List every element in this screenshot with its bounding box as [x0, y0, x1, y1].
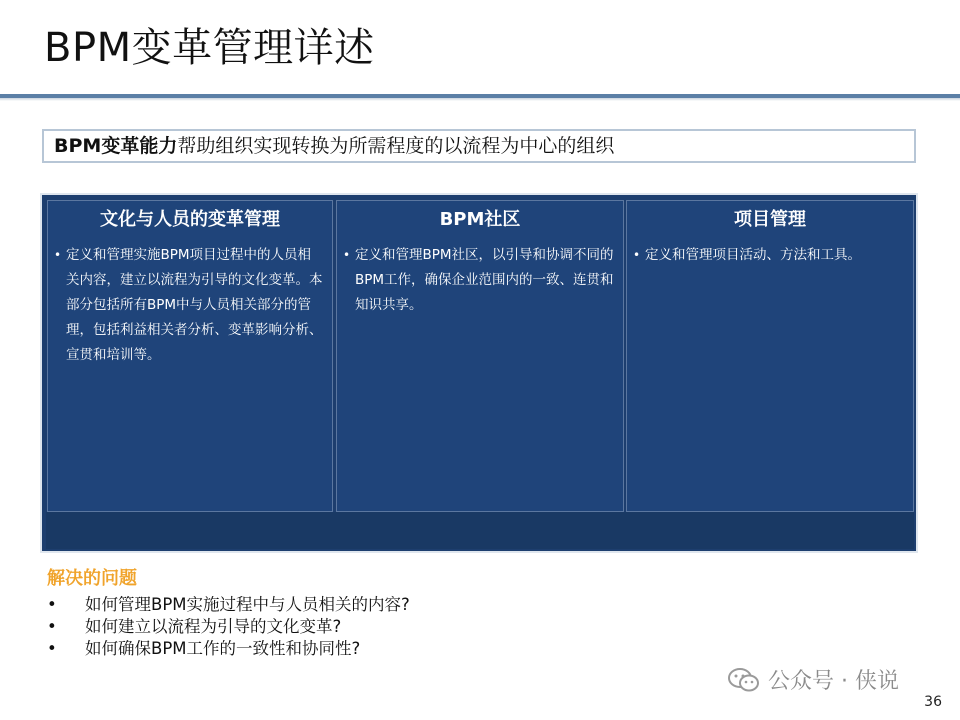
- column-heading: BPM社区: [439, 209, 521, 230]
- bullet-marker: •: [633, 248, 641, 262]
- page-number: 36: [924, 694, 942, 710]
- callout-bold-text: BPM变革能力: [54, 135, 178, 157]
- column-bullet: [627, 237, 913, 268]
- bullet-marker: •: [54, 248, 62, 262]
- callout-text: 帮助组织实现转换为所需程度的以流程为中心的组织: [177, 135, 615, 157]
- capability-callout: [42, 129, 916, 163]
- issues-heading: 解决的问题: [47, 568, 137, 589]
- list-item: [47, 638, 410, 660]
- watermark-text: 公众号 · 侠说: [768, 669, 899, 694]
- watermark: [728, 664, 899, 695]
- list-item: [47, 594, 410, 616]
- column-text: 定义和管理实施BPM项目过程中的人员相关内容，建立以流程为引导的文化变革。本部分包括所有BPM中与人员相关部分的管理，包括利益相关者分析、变革影响分析、宣贯和培训等。: [66, 247, 323, 363]
- columns-panel-footer: [46, 512, 914, 549]
- title-divider-shadow: [0, 98, 960, 101]
- bullet-marker: •: [343, 248, 351, 262]
- bullet-marker: •: [47, 595, 57, 614]
- column-heading: 项目管理: [734, 209, 806, 230]
- list-item-text: 如何管理BPM实施过程中与人员相关的内容?: [85, 595, 410, 614]
- column-culture-change: [47, 200, 333, 512]
- list-item-text: 如何确保BPM工作的一致性和协同性?: [85, 639, 361, 658]
- column-bpm-community: [336, 200, 624, 512]
- slide-title: BPM变革管理详述: [44, 25, 375, 71]
- column-text: 定义和管理项目活动、方法和工具。: [645, 247, 861, 263]
- column-bullet: [48, 237, 332, 368]
- list-item: [47, 616, 410, 638]
- wechat-icon: [728, 667, 760, 693]
- bullet-marker: •: [47, 639, 57, 658]
- bullet-marker: •: [47, 617, 57, 636]
- issues-list: [47, 594, 410, 660]
- column-heading: 文化与人员的变革管理: [100, 209, 280, 230]
- column-project-management: [626, 200, 914, 512]
- column-bullet: [337, 237, 623, 318]
- list-item-text: 如何建立以流程为引导的文化变革?: [85, 617, 342, 636]
- column-text: 定义和管理BPM社区，以引导和协调不同的BPM工作，确保企业范围内的一致、连贯和知识共享。: [355, 247, 614, 313]
